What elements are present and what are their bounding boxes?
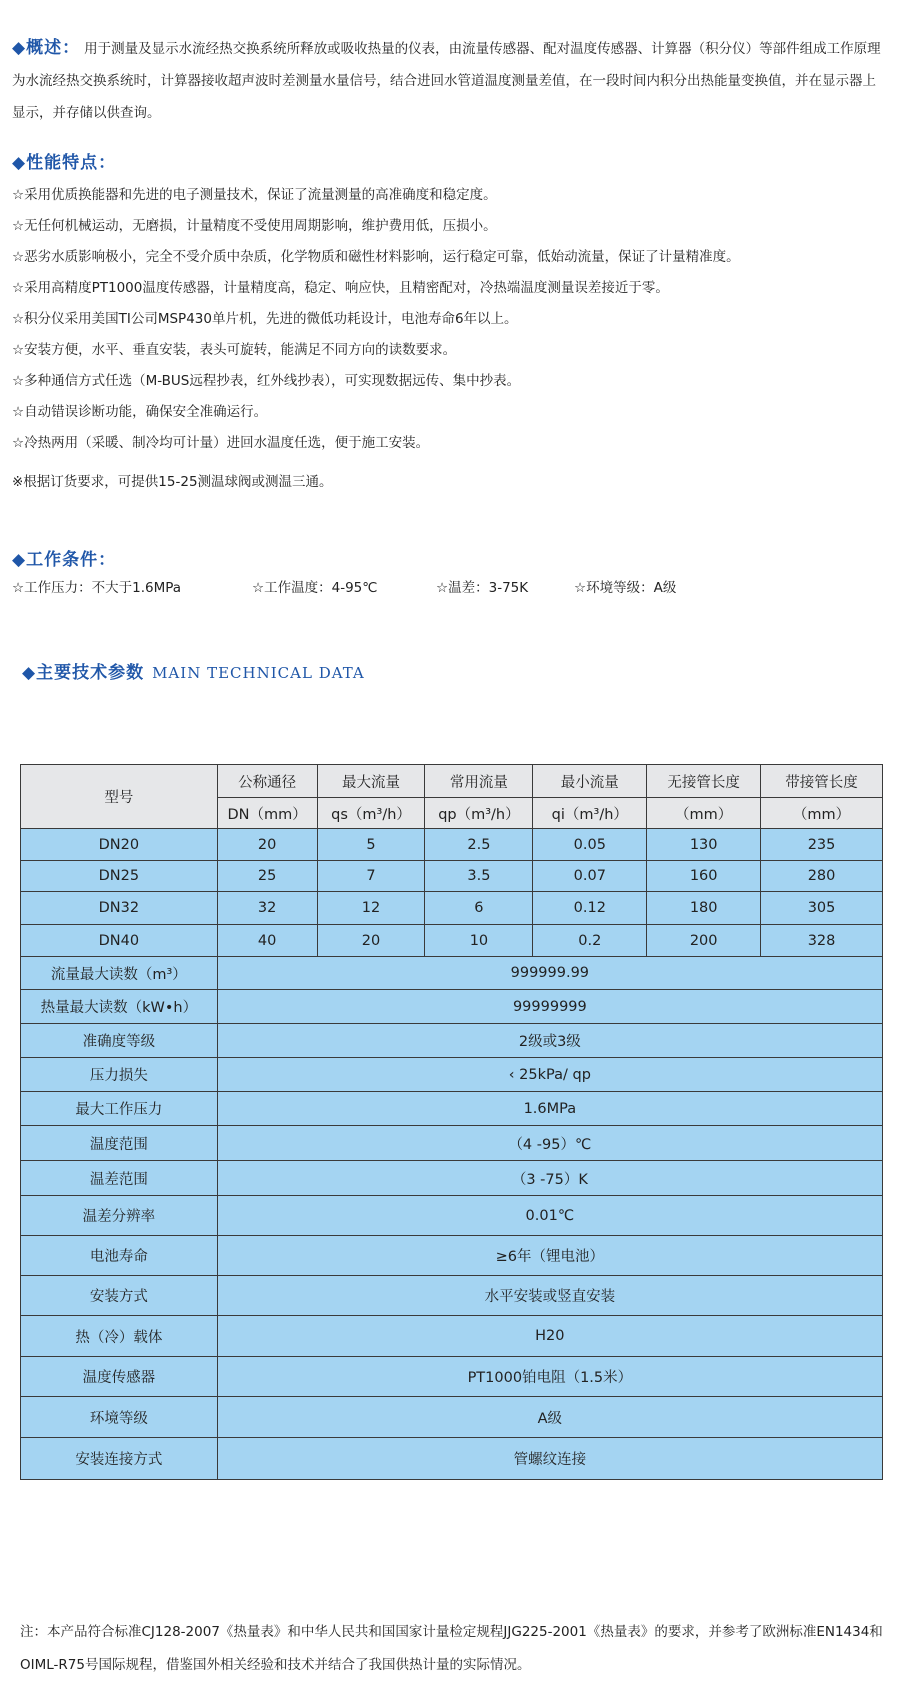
value-cell: 0.07: [533, 861, 647, 892]
feature-note: ※根据订货要求，可提供15-25测温球阀或测温三通。: [12, 474, 333, 490]
model-header: 型号: [21, 765, 218, 829]
param-value: 2级或3级: [217, 1024, 882, 1058]
value-cell: 160: [647, 861, 761, 892]
value-cell: 328: [761, 925, 883, 957]
condition-env-grade: ☆环境等级：A级: [574, 580, 677, 596]
value-cell: 12: [317, 892, 425, 925]
feature-item: ☆冷热两用（采暖、制冷均可计量）进回水温度任选，便于施工安装。: [12, 435, 430, 451]
param-label: 准确度等级: [21, 1024, 218, 1058]
value-cell: 180: [647, 892, 761, 925]
table-row: [21, 892, 883, 925]
param-row: [21, 1024, 883, 1058]
value-cell: 2.5: [425, 829, 533, 861]
tech-heading-cn: ◆主要技术参数: [22, 663, 145, 683]
condition-temp-diff: ☆温差：3-75K: [436, 580, 529, 596]
feature-item: ☆多种通信方式任选（M-BUS远程抄表，红外线抄表），可实现数据远传、集中抄表。: [12, 373, 521, 389]
param-row: [21, 957, 883, 990]
features-heading: ◆性能特点：: [12, 153, 117, 173]
param-value: A级: [217, 1397, 882, 1438]
model-cell: DN32: [21, 892, 218, 925]
param-row: [21, 1276, 883, 1316]
param-row: [21, 1438, 883, 1480]
condition-pressure: ☆工作压力：不大于1.6MPa: [12, 580, 182, 596]
param-row: [21, 1161, 883, 1196]
header-nominal-diameter: 公称通径: [217, 765, 317, 798]
feature-item: ☆采用高精度PT1000温度传感器，计量精度高，稳定、响应快，且精密配对，冷热端温度测量误差接近于零。: [12, 280, 669, 296]
value-cell: 0.12: [533, 892, 647, 925]
param-label: 环境等级: [21, 1397, 218, 1438]
model-cell: DN20: [21, 829, 218, 861]
feature-item: ☆积分仪采用美国TI公司MSP430单片机，先进的微低功耗设计，电池寿命6年以上。: [12, 311, 518, 327]
overview-heading: ◆概述：: [12, 38, 81, 58]
value-cell: 25: [217, 861, 317, 892]
param-label: 热（冷）载体: [21, 1316, 218, 1357]
param-row: [21, 1196, 883, 1236]
param-label: 温度传感器: [21, 1357, 218, 1397]
features-list: [12, 180, 888, 498]
param-label: 压力损失: [21, 1058, 218, 1092]
model-cell: DN40: [21, 925, 218, 957]
value-cell: 20: [217, 829, 317, 861]
value-cell: 200: [647, 925, 761, 957]
header-min-flow: 最小流量: [533, 765, 647, 798]
feature-item: ☆自动错误诊断功能，确保安全准确运行。: [12, 404, 268, 420]
param-value: 0.01℃: [217, 1196, 882, 1236]
feature-item: ☆采用优质换能器和先进的电子测量技术，保证了流量测量的高准确度和稳定度。: [12, 187, 497, 203]
param-value: H20: [217, 1316, 882, 1357]
table-row: [21, 829, 883, 861]
feature-item: ☆恶劣水质影响极小，完全不受介质中杂质，化学物质和磁性材料影响，运行稳定可靠，低始动流量，保证了计量精准度。: [12, 249, 740, 265]
condition-temperature: ☆工作温度：4-95℃: [252, 580, 378, 596]
param-label: 流量最大读数（m³）: [21, 957, 218, 990]
overview-section: [12, 32, 888, 129]
param-value: （4 -95）℃: [217, 1126, 882, 1161]
value-cell: 130: [647, 829, 761, 861]
footnote: 注：本产品符合标准CJ128-2007《热量表》和中华人民共和国国家计量检定规程JJG225-2001《热量表》的要求，并参考了欧洲标准EN1434和OIML-R75号国际规程，借鉴国外相关经验和技术并结合了我国供热计量的实际情况。: [20, 1624, 883, 1673]
param-label: 最大工作压力: [21, 1092, 218, 1126]
value-cell: 3.5: [425, 861, 533, 892]
param-value: PT1000铂电阻（1.5米）: [217, 1357, 882, 1397]
unit-cell: （mm）: [761, 798, 883, 829]
unit-cell: qp（m³/h）: [425, 798, 533, 829]
param-row: [21, 1316, 883, 1357]
value-cell: 305: [761, 892, 883, 925]
param-label: 温差分辨率: [21, 1196, 218, 1236]
param-label: 电池寿命: [21, 1236, 218, 1276]
param-row: [21, 1236, 883, 1276]
feature-item: ☆无任何机械运动，无磨损，计量精度不受使用周期影响，维护费用低，压损小。: [12, 218, 497, 234]
param-row: [21, 990, 883, 1024]
spec-table: [20, 764, 883, 1480]
overview-text: 用于测量及显示水流经热交换系统所释放或吸收热量的仪表，由流量传感器、配对温度传感器、计算器（积分仪）等部件组成工作原理为水流经热交换系统时，计算器接收超声波时差测量水量信号，结合进回水管道温度测量差值，在一段时间内积分出热能量变换值，并在显示器上显示，并存储以供查询。: [12, 41, 881, 121]
value-cell: 5: [317, 829, 425, 861]
unit-cell: qi（m³/h）: [533, 798, 647, 829]
value-cell: 10: [425, 925, 533, 957]
value-cell: 20: [317, 925, 425, 957]
unit-cell: （mm）: [647, 798, 761, 829]
param-value: （3 -75）K: [217, 1161, 882, 1196]
tech-heading-en: MAIN TECHNICAL DATA: [152, 664, 365, 682]
param-row: [21, 1357, 883, 1397]
value-cell: 40: [217, 925, 317, 957]
header-length-with-pipe: 带接管长度: [761, 765, 883, 798]
table-row: [21, 861, 883, 892]
tech-heading: [22, 658, 365, 683]
value-cell: 0.2: [533, 925, 647, 957]
header-common-flow: 常用流量: [425, 765, 533, 798]
param-row: [21, 1058, 883, 1092]
unit-cell: DN（mm）: [217, 798, 317, 829]
value-cell: 32: [217, 892, 317, 925]
conditions-heading: ◆工作条件：: [12, 550, 117, 570]
model-cell: DN25: [21, 861, 218, 892]
param-value: 1.6MPa: [217, 1092, 882, 1126]
value-cell: 0.05: [533, 829, 647, 861]
param-label: 安装方式: [21, 1276, 218, 1316]
param-label: 安装连接方式: [21, 1438, 218, 1480]
conditions-list: [12, 576, 676, 596]
header-max-flow: 最大流量: [317, 765, 425, 798]
unit-cell: qs（m³/h）: [317, 798, 425, 829]
param-row: [21, 1397, 883, 1438]
header-length-no-pipe: 无接管长度: [647, 765, 761, 798]
value-cell: 7: [317, 861, 425, 892]
param-label: 温度范围: [21, 1126, 218, 1161]
param-value: ≥6年（锂电池）: [217, 1236, 882, 1276]
param-value: 管螺纹连接: [217, 1438, 882, 1480]
param-value: 水平安装或竖直安装: [217, 1276, 882, 1316]
param-row: [21, 1092, 883, 1126]
table-header-row: [21, 765, 883, 798]
value-cell: 235: [761, 829, 883, 861]
param-label: 热量最大读数（kW•h）: [21, 990, 218, 1024]
value-cell: 6: [425, 892, 533, 925]
param-value: ‹ 25kPa/ qp: [217, 1058, 882, 1092]
param-value: 99999999: [217, 990, 882, 1024]
value-cell: 280: [761, 861, 883, 892]
param-label: 温差范围: [21, 1161, 218, 1196]
param-row: [21, 1126, 883, 1161]
feature-item: ☆安装方便，水平、垂直安装，表头可旋转，能满足不同方向的读数要求。: [12, 342, 457, 358]
param-value: 999999.99: [217, 957, 882, 990]
table-row: [21, 925, 883, 957]
